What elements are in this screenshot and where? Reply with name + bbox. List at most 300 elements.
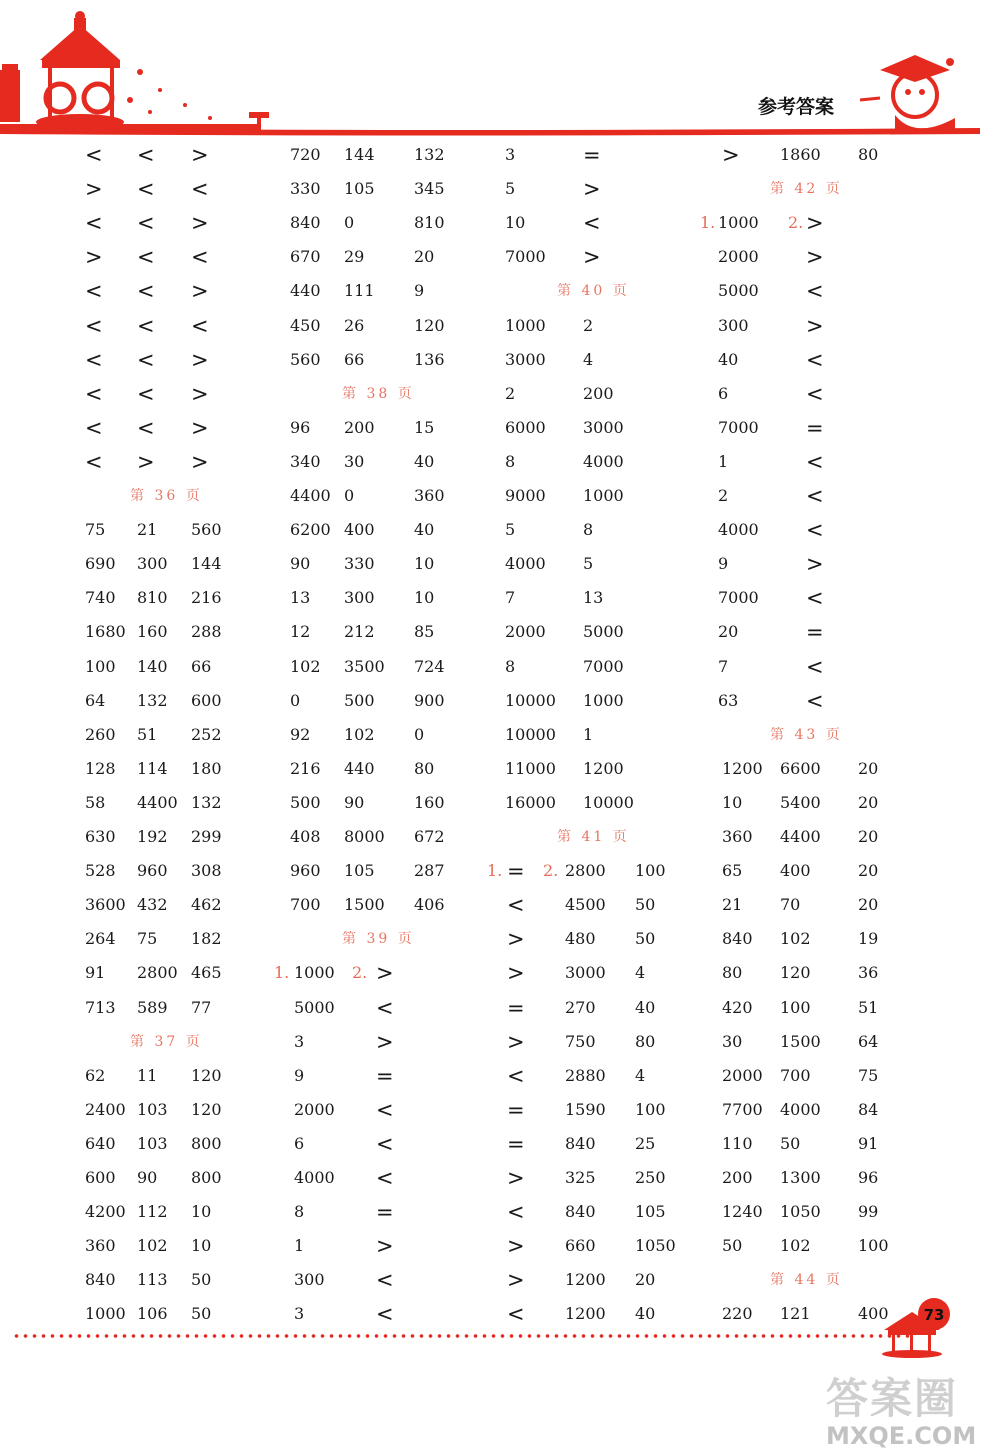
comparison-answer: <: [137, 381, 155, 406]
comparison-answer: <: [137, 415, 155, 440]
comparison-answer: <: [806, 518, 824, 543]
answer-value: 120: [414, 315, 445, 335]
answer-value: 20: [635, 1270, 656, 1290]
comparison-answer: <: [806, 586, 824, 611]
answer-value: 11: [137, 1065, 158, 1085]
comparison-answer: =: [507, 859, 525, 884]
answer-value: 100: [635, 1099, 666, 1119]
comparison-answer: >: [507, 1234, 525, 1259]
answer-value: 192: [137, 827, 168, 846]
question-number: 1.: [487, 861, 503, 881]
answer-value: 66: [344, 349, 365, 369]
comparison-answer: >: [722, 143, 740, 167]
answer-value: 1: [583, 724, 594, 744]
answer-value: 6: [294, 1133, 305, 1153]
answer-value: 8: [583, 520, 594, 540]
comparison-answer: >: [85, 245, 103, 270]
answer-value: 840: [565, 1202, 596, 1222]
answer-value: 20: [858, 827, 879, 846]
answer-value: 10: [722, 792, 743, 812]
answer-value: 19: [858, 929, 879, 949]
answer-value: 1000: [583, 690, 624, 710]
answer-value: 690: [85, 554, 116, 574]
answer-value: 1860: [780, 145, 821, 164]
answer-value: 102: [780, 929, 811, 949]
answer-value: 144: [344, 145, 375, 164]
answer-value: 3000: [505, 349, 546, 369]
comparison-answer: >: [806, 552, 824, 577]
answer-value: 330: [290, 179, 321, 199]
answer-value: 4000: [294, 1168, 335, 1187]
comparison-answer: <: [137, 177, 155, 202]
answer-value: 7: [718, 656, 729, 676]
comparison-answer: <: [376, 1131, 394, 1156]
answer-value: 92: [290, 724, 311, 744]
answer-value: 64: [85, 690, 106, 710]
answer-value: 102: [137, 1236, 168, 1256]
answer-value: 480: [565, 929, 596, 949]
answer-value: 5000: [718, 281, 759, 301]
answer-value: 132: [414, 145, 445, 164]
answer-value: 1000: [505, 315, 546, 335]
answer-value: 200: [583, 383, 614, 403]
answer-value: 9000: [505, 486, 546, 505]
answer-value: 700: [290, 895, 321, 915]
answer-value: 9: [294, 1065, 305, 1085]
answer-value: 1300: [780, 1168, 821, 1187]
answer-value: 287: [414, 861, 445, 881]
answer-value: 1240: [722, 1202, 763, 1222]
comparison-answer: >: [191, 279, 209, 304]
answer-value: 7: [505, 588, 516, 608]
answer-value: 700: [780, 1065, 811, 1085]
answer-value: 51: [137, 724, 158, 744]
answer-value: 136: [414, 349, 445, 369]
answer-value: 260: [85, 724, 116, 744]
answer-value: 30: [344, 451, 365, 471]
answer-value: 330: [344, 554, 375, 574]
answer-value: 960: [290, 861, 321, 881]
answer-value: 20: [858, 861, 879, 881]
answer-value: 4400: [137, 792, 178, 812]
answer-value: 0: [344, 486, 355, 505]
comparison-answer: <: [376, 1302, 394, 1327]
section-label: 第 42 页: [770, 181, 843, 198]
comparison-answer: >: [507, 961, 525, 986]
answer-value: 160: [137, 622, 168, 642]
answer-value: 0: [344, 213, 355, 233]
answer-value: 589: [137, 997, 168, 1017]
answer-value: 16000: [505, 792, 556, 812]
answer-value: 103: [137, 1133, 168, 1153]
answer-value: 300: [137, 554, 168, 574]
comparison-answer: <: [507, 1063, 525, 1088]
answer-value: 270: [565, 997, 596, 1017]
comparison-answer: <: [137, 313, 155, 338]
answer-value: 140: [137, 656, 168, 676]
answer-value: 1200: [583, 758, 624, 778]
comparison-answer: =: [583, 143, 601, 167]
answer-value: 180: [191, 758, 222, 778]
answer-value: 400: [344, 520, 375, 540]
answer-value: 5: [505, 520, 516, 540]
answer-value: 40: [414, 520, 435, 540]
answer-value: 6: [718, 383, 729, 403]
section-label: 第 36 页: [130, 488, 203, 504]
answer-value: 432: [137, 895, 168, 915]
section-label: 第 41 页: [557, 829, 630, 845]
answer-value: 7000: [718, 588, 759, 608]
answer-value: 50: [635, 929, 656, 949]
answer-value: 51: [858, 997, 879, 1017]
answer-value: 75: [858, 1065, 879, 1085]
answer-value: 600: [191, 690, 222, 710]
comparison-answer: <: [137, 347, 155, 372]
answer-value: 50: [191, 1270, 212, 1290]
answer-value: 660: [565, 1236, 596, 1256]
comparison-answer: <: [85, 415, 103, 440]
answer-value: 15: [414, 417, 435, 437]
answer-value: 340: [290, 451, 321, 471]
page-header: [0, 0, 1000, 140]
answer-value: 216: [191, 588, 222, 608]
answer-value: 560: [290, 349, 321, 369]
comparison-answer: <: [137, 245, 155, 270]
section-label: 第 40 页: [557, 283, 630, 300]
answer-value: 1050: [635, 1236, 676, 1256]
section-label: 第 39 页: [342, 931, 415, 948]
comparison-answer: >: [507, 927, 525, 952]
answer-value: 600: [85, 1168, 116, 1187]
comparison-answer: =: [806, 415, 824, 440]
answer-value: 800: [191, 1168, 222, 1187]
answer-value: 13: [583, 588, 604, 608]
answer-value: 2800: [565, 861, 606, 881]
answer-value: 299: [191, 827, 222, 846]
carousel-icon: [0, 11, 124, 130]
answer-value: 1: [294, 1236, 305, 1256]
answer-value: 713: [85, 997, 116, 1017]
answer-value: 106: [137, 1304, 168, 1324]
comparison-answer: <: [85, 211, 103, 236]
answer-value: 500: [290, 792, 321, 812]
answer-value: 200: [344, 417, 375, 437]
answer-value: 2000: [718, 247, 759, 267]
page-number: 73: [923, 1306, 945, 1324]
answer-value: 0: [290, 690, 301, 710]
answer-value: 102: [290, 656, 321, 676]
answer-value: 20: [858, 895, 879, 915]
answer-value: 840: [722, 929, 753, 949]
answer-value: 80: [635, 1031, 656, 1051]
answer-value: 9: [718, 554, 729, 574]
answer-value: 840: [85, 1270, 116, 1290]
answer-value: 7000: [505, 247, 546, 267]
answer-value: 360: [85, 1236, 116, 1256]
answer-value: 50: [780, 1133, 801, 1153]
answer-value: 40: [414, 451, 435, 471]
answer-value: 102: [780, 1236, 811, 1256]
answer-value: 4000: [505, 554, 546, 574]
comparison-answer: <: [806, 688, 824, 713]
section-label: 第 38 页: [342, 385, 415, 402]
answer-value: 4400: [780, 827, 821, 846]
answer-value: 182: [191, 929, 222, 949]
answer-value: 1000: [294, 963, 335, 983]
answer-value: 120: [191, 1099, 222, 1119]
question-number: 1.: [274, 963, 290, 983]
answer-value: 220: [722, 1304, 753, 1324]
answer-value: 5400: [780, 792, 821, 812]
answer-value: 3600: [85, 895, 126, 915]
answer-value: 99: [858, 1202, 879, 1222]
answer-value: 500: [344, 690, 375, 710]
section-label: 第 43 页: [770, 726, 843, 743]
answer-value: 325: [565, 1168, 596, 1187]
answer-value: 111: [344, 281, 375, 301]
answer-value: 720: [290, 145, 321, 164]
answer-value: 10: [414, 554, 435, 574]
answer-value: 112: [137, 1202, 168, 1222]
answer-value: 7000: [718, 417, 759, 437]
comparison-answer: <: [85, 313, 103, 338]
answer-value: 1680: [85, 622, 126, 642]
answer-value: 360: [414, 486, 445, 505]
answer-value: 2: [583, 315, 594, 335]
answer-value: 144: [191, 554, 222, 574]
answer-value: 6000: [505, 417, 546, 437]
comparison-answer: <: [376, 1268, 394, 1293]
answer-value: 5: [505, 179, 516, 199]
answer-value: 0: [414, 724, 425, 744]
answer-value: 3: [505, 145, 516, 164]
answer-value: 400: [780, 861, 811, 881]
answer-value: 1500: [780, 1031, 821, 1051]
comparison-answer: <: [806, 381, 824, 406]
question-number: 2.: [788, 213, 804, 233]
answer-value: 308: [191, 861, 222, 881]
answer-value: 264: [85, 929, 116, 949]
answer-value: 400: [858, 1304, 889, 1324]
answer-value: 3500: [344, 656, 385, 676]
answer-value: 5: [583, 554, 594, 574]
answer-value: 96: [290, 417, 311, 437]
answer-value: 2000: [294, 1099, 335, 1119]
comparison-answer: <: [85, 279, 103, 304]
answer-value: 2400: [85, 1099, 126, 1119]
answer-value: 1: [718, 451, 729, 471]
answer-value: 100: [85, 656, 116, 676]
cartoon-student-icon: [860, 55, 955, 132]
comparison-answer: <: [85, 347, 103, 372]
answer-value: 10000: [505, 690, 556, 710]
comparison-answer: =: [507, 1097, 525, 1122]
answer-value: 10: [505, 213, 526, 233]
answer-value: 3000: [583, 417, 624, 437]
answer-value: 66: [191, 656, 212, 676]
answer-value: 20: [858, 792, 879, 812]
answer-value: 84: [858, 1099, 879, 1119]
answer-value: 810: [414, 213, 445, 233]
comparison-answer: =: [507, 995, 525, 1020]
answer-value: 160: [414, 792, 445, 812]
answer-value: 6600: [780, 758, 821, 778]
comparison-answer: >: [191, 211, 209, 236]
answer-value: 1000: [583, 486, 624, 505]
answer-value: 1500: [344, 895, 385, 915]
answer-value: 4000: [583, 451, 624, 471]
answer-value: 20: [858, 758, 879, 778]
answer-value: 300: [294, 1270, 325, 1290]
comparison-answer: <: [191, 245, 209, 270]
answer-value: 1000: [718, 213, 759, 233]
answer-value: 4200: [85, 1202, 126, 1222]
answer-value: 80: [722, 963, 743, 983]
answer-value: 960: [137, 861, 168, 881]
answer-value: 20: [718, 622, 739, 642]
answer-value: 21: [722, 895, 743, 915]
answer-value: 90: [290, 554, 311, 574]
answer-value: 36: [858, 963, 879, 983]
answer-value: 100: [635, 861, 666, 881]
answer-value: 10000: [583, 792, 634, 812]
question-number: 1.: [700, 213, 716, 233]
answer-value: 40: [635, 1304, 656, 1324]
comparison-answer: >: [583, 177, 601, 202]
comparison-answer: >: [806, 211, 824, 236]
comparison-answer: <: [376, 995, 394, 1020]
answer-value: 740: [85, 588, 116, 608]
answer-value: 4000: [780, 1099, 821, 1119]
answer-value: 40: [718, 349, 739, 369]
answer-value: 640: [85, 1133, 116, 1153]
comparison-answer: >: [806, 313, 824, 338]
answer-value: 110: [722, 1133, 753, 1153]
answer-value: 252: [191, 724, 222, 744]
answer-value: 462: [191, 895, 222, 915]
comparison-answer: >: [191, 347, 209, 372]
comparison-answer: <: [806, 347, 824, 372]
comparison-answer: <: [507, 1302, 525, 1327]
comparison-answer: <: [376, 1166, 394, 1190]
answer-value: 132: [191, 792, 222, 812]
comparison-answer: <: [191, 313, 209, 338]
comparison-answer: >: [583, 245, 601, 270]
answer-value: 21: [137, 520, 158, 540]
answer-value: 7000: [583, 656, 624, 676]
answer-value: 75: [137, 929, 158, 949]
answer-value: 91: [858, 1133, 879, 1153]
answer-value: 528: [85, 861, 116, 881]
answer-value: 96: [858, 1168, 879, 1187]
comparison-answer: <: [507, 893, 525, 918]
answer-value: 2: [505, 383, 516, 403]
comparison-answer: <: [137, 143, 155, 167]
answer-value: 20: [414, 247, 435, 267]
comparison-answer: >: [507, 1029, 525, 1054]
answer-value: 132: [137, 690, 168, 710]
answer-value: 105: [635, 1202, 666, 1222]
answer-value: 80: [858, 145, 879, 164]
answer-value: 103: [137, 1099, 168, 1119]
answer-value: 58: [85, 792, 106, 812]
answer-value: 105: [344, 861, 375, 881]
answer-value: 70: [780, 895, 801, 915]
answer-value: 120: [191, 1065, 222, 1085]
answer-value: 80: [414, 758, 435, 778]
answer-value: 100: [780, 997, 811, 1017]
comparison-answer: >: [137, 449, 155, 474]
watermark-url: MXQE.COM: [826, 1422, 977, 1450]
answer-value: 2880: [565, 1065, 606, 1085]
comparison-answer: >: [376, 1234, 394, 1259]
question-number: 2.: [543, 861, 559, 881]
answer-value: 900: [414, 690, 445, 710]
answer-value: 10: [414, 588, 435, 608]
answer-value: 420: [722, 997, 753, 1017]
answer-value: 465: [191, 963, 222, 983]
answer-value: 85: [414, 622, 435, 642]
answer-value: 3: [294, 1031, 305, 1051]
comparison-answer: <: [507, 1200, 525, 1225]
answer-value: 50: [191, 1304, 212, 1324]
answer-value: 724: [414, 656, 445, 676]
answer-value: 672: [414, 827, 445, 846]
answer-value: 440: [290, 281, 321, 301]
answer-value: 1200: [565, 1304, 606, 1324]
answer-value: 6200: [290, 520, 331, 540]
answer-value: 100: [858, 1236, 889, 1256]
answer-value: 75: [85, 520, 106, 540]
comparison-answer: >: [85, 177, 103, 202]
answer-value: 5000: [583, 622, 624, 642]
answer-value: 91: [85, 963, 106, 983]
answer-value: 840: [565, 1133, 596, 1153]
answer-value: 670: [290, 247, 321, 267]
comparison-answer: =: [507, 1131, 525, 1156]
answer-value: 25: [635, 1133, 656, 1153]
comparison-answer: <: [85, 449, 103, 474]
answer-value: 63: [718, 690, 739, 710]
answer-value: 10000: [505, 724, 556, 744]
answer-value: 200: [722, 1168, 753, 1187]
answer-value: 345: [414, 179, 445, 199]
answer-value: 128: [85, 758, 116, 778]
comparison-answer: <: [191, 177, 209, 202]
comparison-answer: >: [376, 961, 394, 986]
answer-value: 12: [290, 622, 311, 642]
comparison-answer: <: [806, 654, 824, 679]
answer-value: 1200: [722, 758, 763, 778]
comparison-answer: <: [85, 143, 103, 167]
answer-value: 8: [505, 451, 516, 471]
comparison-answer: >: [806, 245, 824, 270]
answer-value: 10: [191, 1236, 212, 1256]
answer-value: 120: [780, 963, 811, 983]
answer-value: 113: [137, 1270, 168, 1290]
answer-value: 4500: [565, 895, 606, 915]
answer-value: 406: [414, 895, 445, 915]
answer-value: 5000: [294, 997, 335, 1017]
answer-value: 630: [85, 827, 116, 846]
comparison-answer: <: [376, 1097, 394, 1122]
answer-value: 840: [290, 213, 321, 233]
answer-value: 212: [344, 622, 375, 642]
comparison-answer: =: [376, 1063, 394, 1088]
answer-value: 4000: [718, 520, 759, 540]
answer-value: 64: [858, 1031, 879, 1051]
answer-value: 65: [722, 861, 743, 881]
